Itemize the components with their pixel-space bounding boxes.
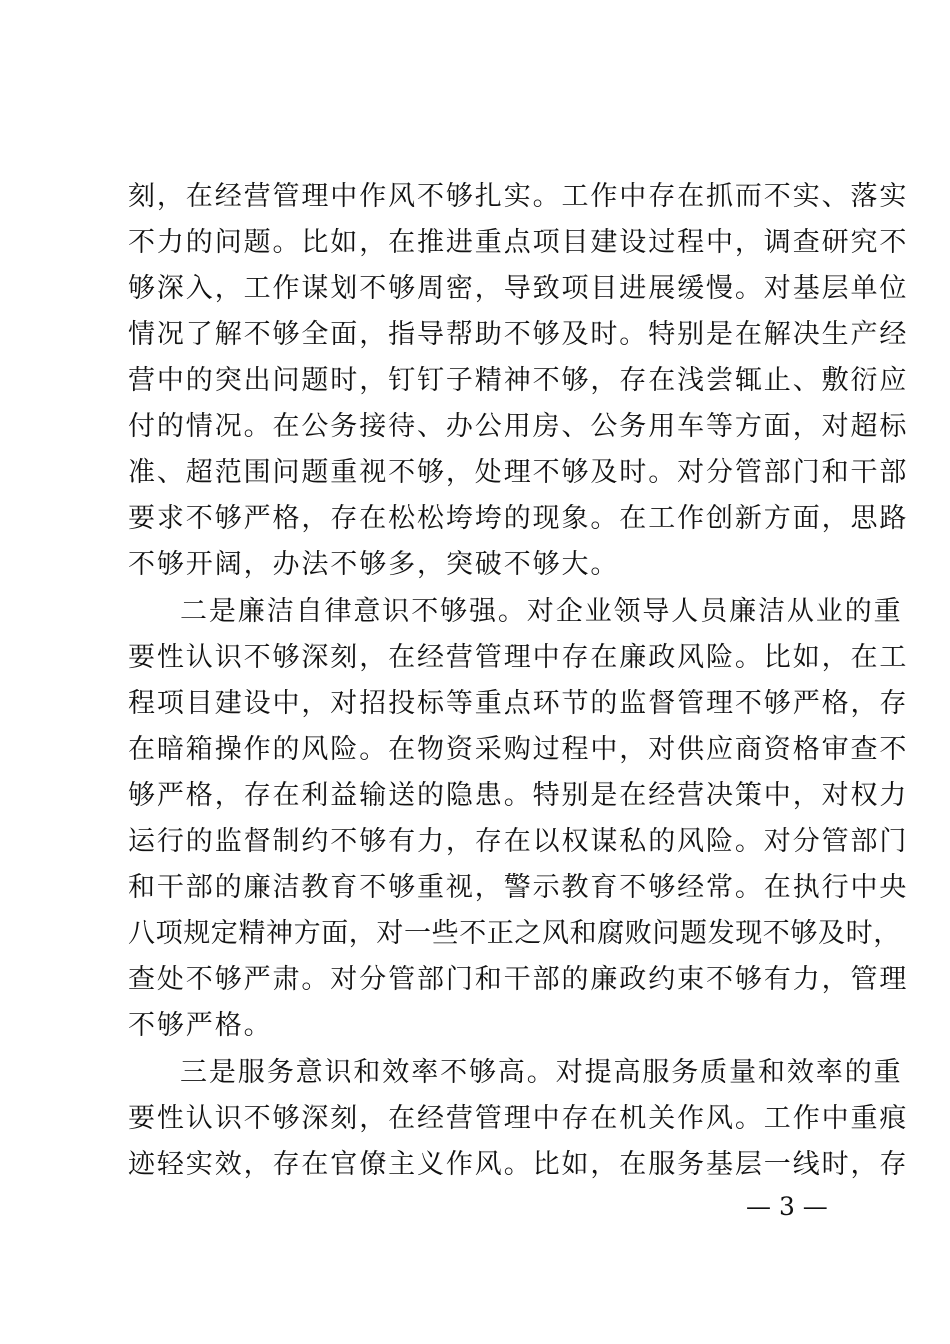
text-line: 迹轻实效，存在官僚主义作风。比如，在服务基层一线时，存	[128, 1149, 909, 1180]
text-line: 八项规定精神方面，对一些不正之风和腐败问题发现不够及时，	[128, 918, 901, 949]
page-number: — 3 —	[746, 1192, 828, 1221]
text-line: 在暗箱操作的风险。在物资采购过程中，对供应商资格审查不	[128, 734, 909, 765]
text-line: 不力的问题。比如，在推进重点项目建设过程中，调查研究不	[128, 227, 909, 258]
text-line: 要性认识不够深刻，在经营管理中存在廉政风险。比如，在工	[128, 642, 909, 673]
text-line: 程项目建设中，对招投标等重点环节的监督管理不够严格，存	[128, 688, 909, 719]
text-line: 要性认识不够深刻，在经营管理中存在机关作风。工作中重痕	[128, 1103, 909, 1134]
text-line: 准、超范围问题重视不够，处理不够及时。对分管部门和干部	[128, 457, 909, 488]
text-line: 情况了解不够全面，指导帮助不够及时。特别是在解决生产经	[128, 319, 909, 350]
text-line: 要求不够严格，存在松松垮垮的现象。在工作创新方面，思路	[128, 503, 909, 534]
text-line: 刻，在经营管理中作风不够扎实。工作中存在抓而不实、落实	[128, 181, 909, 212]
text-line: 和干部的廉洁教育不够重视，警示教育不够经常。在执行中央	[128, 872, 909, 903]
text-line: 不够严格。	[128, 1010, 273, 1041]
text-line: 运行的监督制约不够有力，存在以权谋私的风险。对分管部门	[128, 826, 909, 857]
text-line: 营中的突出问题时，钉钉子精神不够，存在浅尝辄止、敷衍应	[128, 365, 909, 396]
text-line: 够严格，存在利益输送的隐患。特别是在经营决策中，对权力	[128, 780, 909, 811]
paragraph-first-line: 二是廉洁自律意识不够强。对企业领导人员廉洁从业的重	[180, 596, 903, 627]
text-line: 付的情况。在公务接待、办公用房、公务用车等方面，对超标	[128, 411, 909, 442]
text-line: 不够开阔，办法不够多，突破不够大。	[128, 549, 620, 580]
text-line: 查处不够严肃。对分管部门和干部的廉政约束不够有力，管理	[128, 964, 909, 995]
paragraph-first-line: 三是服务意识和效率不够高。对提高服务质量和效率的重	[180, 1057, 903, 1088]
text-line: 够深入，工作谋划不够周密，导致项目进展缓慢。对基层单位	[128, 273, 909, 304]
